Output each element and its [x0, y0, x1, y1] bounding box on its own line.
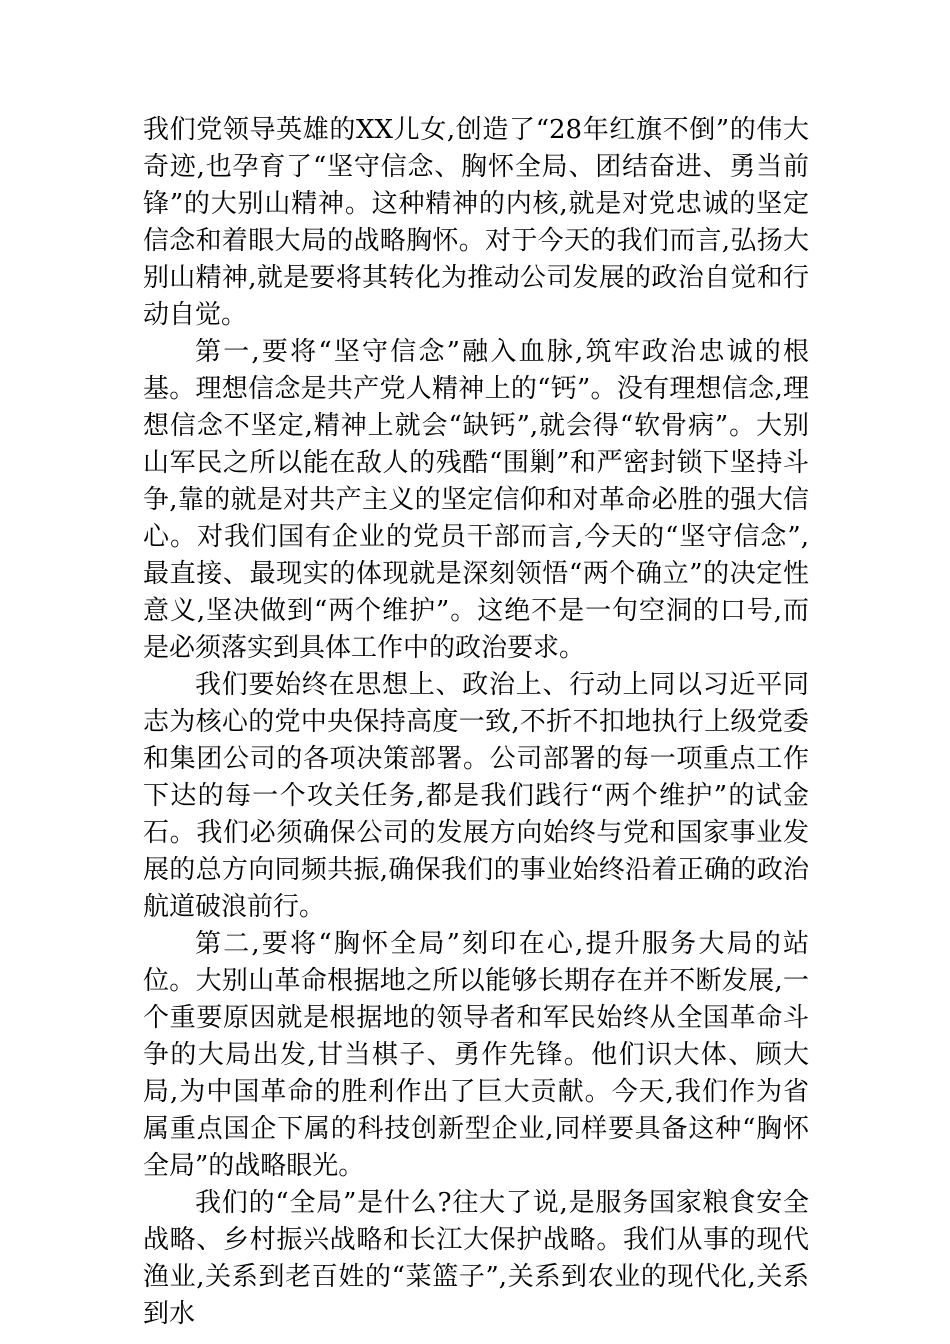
- paragraph-4: 第二,要将“胸怀全局”刻印在心,提升服务大局的站位。大别山革命根据地之所以能够长期存在并不断发展,一个重要原因就是根据地的领导者和军民始终从全国革命斗争的大局出发,甘当棋子、勇作先锋。他们识大体、顾大局,为中国革命的胜利作出了巨大贡献。今天,我们作为省属重点国企下属的科技创新型企业,同样要具备这种“胸怀全局”的战略眼光。: [143, 929, 809, 1181]
- paragraph-1: 我们党领导英雄的XX儿女,创造了“28年红旗不倒”的伟大奇迹,也孕育了“坚守信念、胸怀全局、团结奋进、勇当前锋”的大别山精神。这种精神的内核,就是对党忠诚的坚定信念和着眼大局的战略胸怀。对于今天的我们而言,弘扬大别山精神,就是要将其转化为推动公司发展的政治自觉和行动自觉。: [143, 115, 809, 330]
- paragraph-2: 第一,要将“坚守信念”融入血脉,筑牢政治忠诚的根基。理想信念是共产党人精神上的“钙”。没有理想信念,理想信念不坚定,精神上就会“缺钙”,就会得“软骨病”。大别山军民之所以能在敌人的残酷“围剿”和严密封锁下坚持斗争,靠的就是对共产主义的坚定信仰和对革命必胜的强大信心。对我们国有企业的党员干部而言,今天的“坚守信念”,最直接、最现实的体现就是深刻领悟“两个确立”的决定性意义,坚决做到“两个维护”。这绝不是一句空洞的口号,而是必须落实到具体工作中的政治要求。: [143, 337, 809, 663]
- paragraph-3: 我们要始终在思想上、政治上、行动上同以习近平同志为核心的党中央保持高度一致,不折不扣地执行上级党委和集团公司的各项决策部署。公司部署的每一项重点工作下达的每一个攻关任务,都是我们践行“两个维护”的试金石。我们必须确保公司的发展方向始终与党和国家事业发展的总方向同频共振,确保我们的事业始终沿着正确的政治航道破浪前行。: [143, 670, 809, 922]
- paragraph-5: 我们的“全局”是什么?往大了说,是服务国家粮食安全战略、乡村振兴战略和长江大保护战略。我们从事的现代渔业,关系到老百姓的“菜篮子”,关系到农业的现代化,关系到水: [143, 1188, 809, 1329]
- document-body: [143, 112, 809, 1333]
